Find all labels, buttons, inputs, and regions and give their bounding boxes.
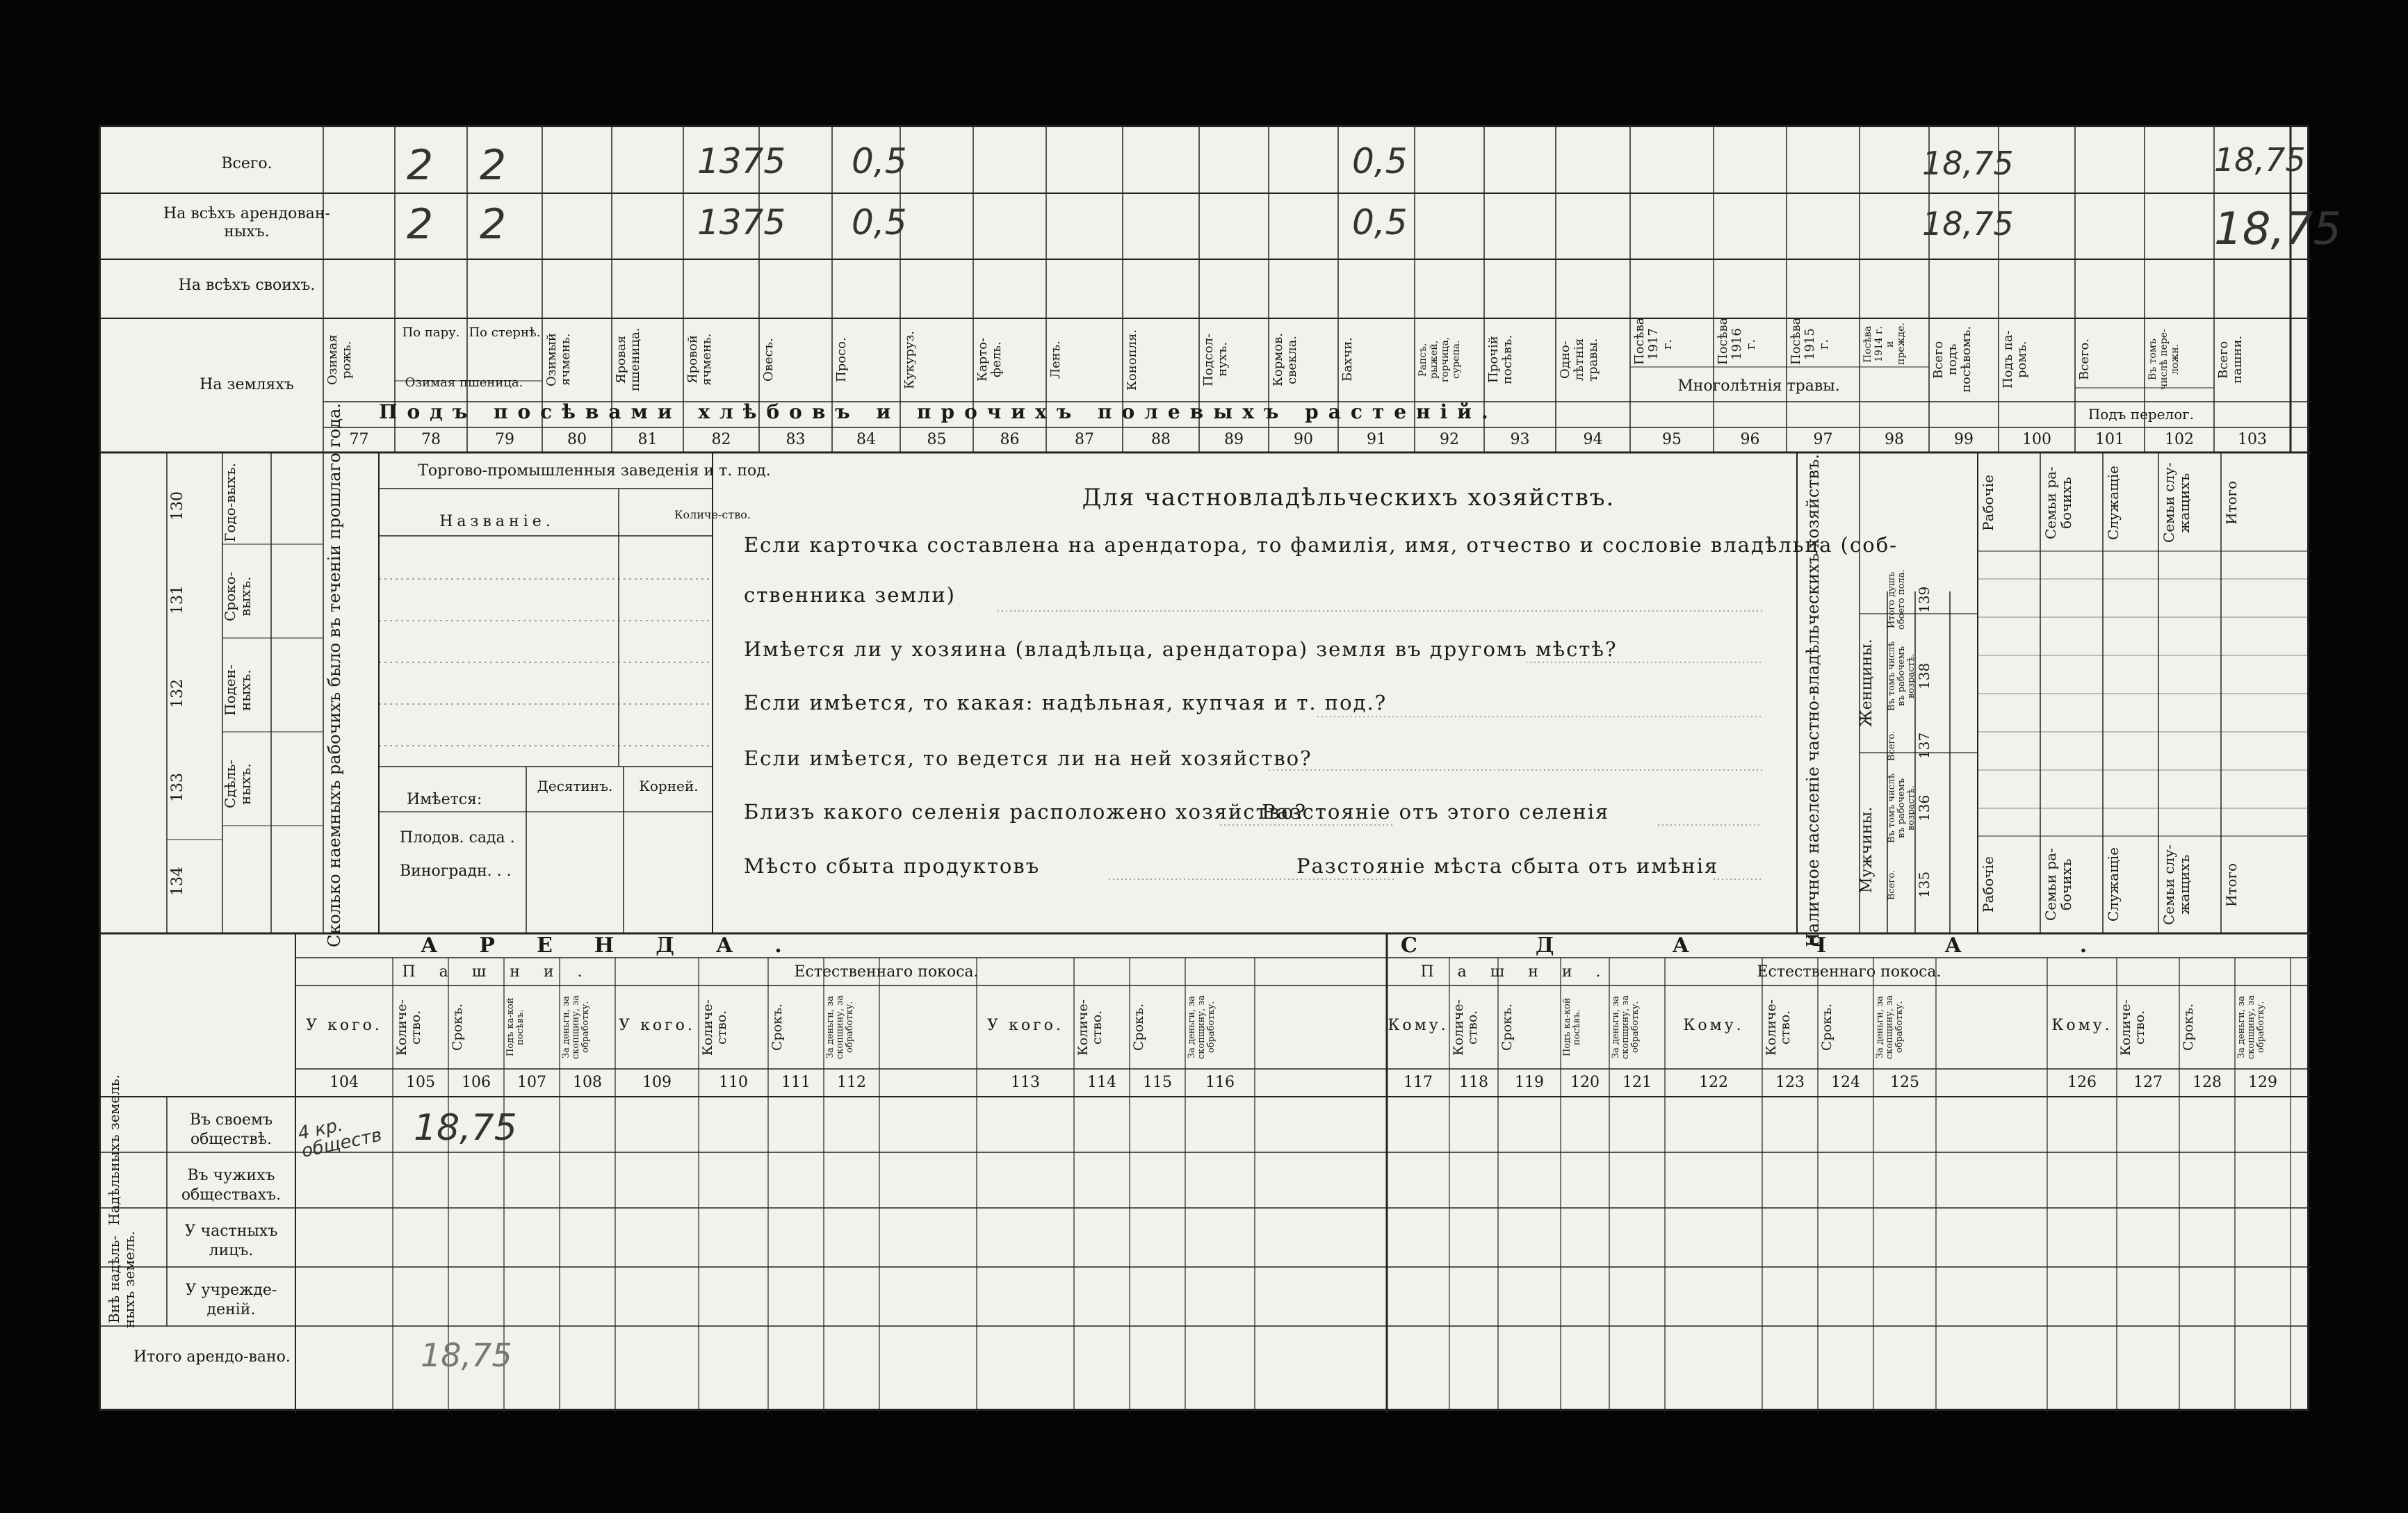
top-col-header-98: Посѣва 1914 г. и прежде. <box>1862 322 1907 365</box>
question-1b: ственника земли) <box>744 583 956 607</box>
population-label: Наличное населеніе частно-владѣльческихъ хозяйствъ. <box>1803 454 1823 947</box>
bottom-col-number: 111 <box>781 1074 811 1091</box>
bottom-col-number: 118 <box>1459 1074 1488 1091</box>
hw-itogo-value: 18,75 <box>421 1336 512 1374</box>
bottom-col-number: 125 <box>1890 1074 1919 1091</box>
top-col-header-87: Ленъ. <box>1048 341 1063 379</box>
bottom-col-number: 114 <box>1087 1074 1116 1091</box>
bottom-col-header-124: Срокъ. <box>1819 1003 1835 1052</box>
hw-vsego-99: 18,75 <box>1922 145 2014 182</box>
top-col-number: 79 <box>495 431 514 448</box>
top-col-number: 78 <box>421 431 441 448</box>
top-col-number: 103 <box>2238 431 2267 448</box>
top-col-number: 95 <box>1662 431 1682 448</box>
pop-col-number: 136 <box>1916 794 1933 822</box>
bottom-col-header-121: За деньги, за скопщину, за обработку. <box>1611 995 1641 1060</box>
bottom-col-header-104: У кого. <box>306 1017 382 1034</box>
hired-col-4: Сдѣль-ныхъ. <box>222 759 254 809</box>
question-5b: Разстояніе отъ этого селенія <box>1262 800 1610 824</box>
bottom-col-header-127: Количе-ство. <box>2118 999 2147 1056</box>
hw-note: 4 кр. обществ <box>295 1114 384 1162</box>
pop-col-label: Всего. <box>1887 730 1897 761</box>
bottom-col-header-113: У кого. <box>987 1017 1064 1034</box>
top-col-header-95: Посѣва 1917 г. <box>1632 317 1675 365</box>
top-col-header-80: Озимый ячмень. <box>544 333 573 386</box>
hw-vsego-77: 2 <box>407 141 434 190</box>
bottom-col-header-108: За деньги, за скопщину, за обработку. <box>561 995 591 1060</box>
korney-header: Корней. <box>639 778 699 794</box>
right-col-bottom: Семьи слу-жащихъ <box>2161 844 2193 925</box>
bottom-col-number: 113 <box>1011 1074 1040 1091</box>
top-col-number: 81 <box>637 431 658 448</box>
top-col-header-78: По пару. <box>402 325 460 340</box>
question-2: Имѣется ли у хозяина (владѣльца, арендатора) земля въ другомъ мѣстѣ? <box>744 637 1618 661</box>
bottom-col-number: 110 <box>719 1074 748 1091</box>
trade-name-header: Названіе. <box>439 513 555 530</box>
bottom-col-number: 119 <box>1515 1074 1544 1091</box>
top-col-header-91: Бахчи. <box>1340 337 1355 382</box>
bottom-col-header-120: Подъ ка-кой посѣвъ. <box>1562 997 1582 1057</box>
top-col-number: 97 <box>1813 431 1833 448</box>
hw-vsego-91: 0,5 <box>1352 141 1408 181</box>
right-col-bottom: Служащіе <box>2105 847 2122 922</box>
top-col-number: 102 <box>2165 431 2194 448</box>
top-col-number: 92 <box>1440 431 1459 448</box>
bottom-col-number: 120 <box>1570 1074 1600 1091</box>
right-col-bottom: Семьи ра-бочихъ <box>2042 848 2074 922</box>
question-6a: Мѣсто сбыта продуктовъ <box>744 854 1041 878</box>
bottom-col-number: 124 <box>1831 1074 1860 1091</box>
group-winter-wheat: Озимая пшеница. <box>405 375 523 390</box>
top-col-header-92: Рапсъ, рыжей, горчица, сурепа. <box>1417 336 1462 383</box>
top-col-number: 85 <box>927 431 947 448</box>
hired-num: 133 <box>169 773 186 802</box>
group-perennial-grass: Многолѣтнія травы. <box>1677 377 1840 395</box>
arenda-title <box>421 933 1394 958</box>
pop-col-number: 139 <box>1916 586 1933 614</box>
question-5a: Близъ какого селенія расположено хозяйство? <box>744 800 1308 824</box>
top-col-header-103: Всего пашни. <box>2216 335 2245 384</box>
hired-workers-label: Сколько наемныхъ рабочихъ было въ теченіи прошлаго года. <box>325 403 344 947</box>
hired-col-3: Поден-ныхъ. <box>222 664 254 716</box>
bottom-col-number: 129 <box>2248 1074 2277 1091</box>
top-col-header-85: Кукуруз. <box>902 330 917 389</box>
bottom-col-header-112: За деньги, за скопщину, за обработку. <box>825 995 855 1060</box>
top-col-header-96: Посѣва 1916 г. <box>1716 317 1758 365</box>
top-col-header-84: Просо. <box>834 337 849 382</box>
bottom-col-header-118: Количе-ство. <box>1451 999 1480 1056</box>
row-uchrezh: У учрежде-деній. <box>185 1282 277 1318</box>
row-chastnyh: У частныхъ лицъ. <box>184 1222 278 1259</box>
pop-col-label: Въ томъ числѣ въ рабочемъ возрастѣ. <box>1887 641 1917 712</box>
bottom-col-header-106: Срокъ. <box>450 1003 465 1052</box>
top-col-header-99: Всего подъ посѣвомъ. <box>1931 326 1974 393</box>
top-col-header-90: Кормов. свекла. <box>1271 333 1299 386</box>
top-col-number: 77 <box>349 431 369 448</box>
bottom-col-header-123: Количе-ство. <box>1764 999 1793 1056</box>
arenda-pashni: Пашни. <box>402 963 606 981</box>
row-svoem: Въ своемъ обществѣ. <box>189 1111 273 1148</box>
right-col-top: Семьи слу-жащихъ <box>2161 462 2193 543</box>
top-col-number: 83 <box>786 431 806 448</box>
question-6b: Разстояніе мѣста сбыта отъ имѣнія <box>1296 854 1719 878</box>
top-col-header-94: Одно-лѣтнія травы. <box>1558 338 1600 382</box>
bottom-col-number: 106 <box>462 1074 491 1091</box>
hw-vsego-84: 0,5 <box>852 141 907 181</box>
hw-arend-78: 2 <box>480 200 507 249</box>
top-col-number: 94 <box>1583 431 1603 448</box>
pop-col-label: Всего. <box>1887 869 1897 900</box>
bottom-col-number: 116 <box>1205 1074 1235 1091</box>
right-col-top: Рабочіе <box>1980 475 1996 531</box>
group-vne-nadel: Внѣ надѣль-ныхъ земель. <box>106 1231 138 1328</box>
orchard-label: Плодов. сада . <box>400 829 515 847</box>
has-label: Имѣется: <box>407 791 482 808</box>
hw-vsego-78: 2 <box>480 141 507 190</box>
desyat-header: Десятинъ. <box>537 778 613 794</box>
row-label-svoih: На всѣхъ своихъ. <box>178 277 316 294</box>
bottom-col-number: 108 <box>573 1074 602 1091</box>
top-col-header-100: Подъ па-ромъ. <box>2001 330 2029 389</box>
question-3: Если имѣется, то какая: надѣльная, купчая и т. под.? <box>744 691 1388 714</box>
top-col-number: 82 <box>711 431 731 448</box>
pop-col-number: 138 <box>1916 662 1933 690</box>
top-col-number: 86 <box>1000 431 1020 448</box>
top-col-header-97: Посѣва 1915 г. <box>1789 317 1831 365</box>
hw-arend-77: 2 <box>407 200 434 249</box>
hw-arend-99: 18,75 <box>1922 205 2014 243</box>
arenda-word: АРЕНДА. <box>421 933 824 958</box>
pop-col-label: Въ томъ числѣ въ рабочемъ возрастѣ. <box>1887 773 1917 844</box>
hw-bottom-value: 18,75 <box>414 1107 517 1149</box>
bottom-col-header-128: Срокъ. <box>2181 1003 2196 1052</box>
women-label: Женщины. <box>1858 639 1876 728</box>
top-col-header-89: Подсол-нухъ. <box>1201 333 1230 386</box>
right-col-top: Итого <box>2223 480 2240 525</box>
hw-arend-103: 18,75 <box>2214 204 2342 255</box>
arenda-pokos: Естественнаго покоса. <box>794 963 979 981</box>
bottom-col-header-116: За деньги, за скопщину, за обработку. <box>1187 995 1217 1060</box>
hw-vsego-103: 18,75 <box>2214 141 2306 179</box>
bottom-col-header-114: Количе-ство. <box>1075 999 1105 1056</box>
bottom-col-number: 123 <box>1775 1074 1805 1091</box>
hired-col-2: Сроко-выхъ. <box>222 571 254 621</box>
top-col-number: 100 <box>2022 431 2051 448</box>
top-col-number: 99 <box>1954 431 1974 448</box>
bottom-col-header-122: Кому. <box>1683 1017 1744 1034</box>
bottom-col-header-110: Количе-ство. <box>700 999 729 1056</box>
row-label-vsego: Всего. <box>221 155 272 172</box>
census-card <box>99 125 2342 1411</box>
group-nadel: Надѣльныхъ земель. <box>106 1074 122 1225</box>
top-col-header-86: Карто-фель. <box>975 337 1004 382</box>
bottom-col-number: 128 <box>2193 1074 2222 1091</box>
bottom-col-header-107: Подъ ка-кой посѣвъ. <box>505 997 526 1057</box>
top-col-number: 93 <box>1510 431 1530 448</box>
top-col-number: 96 <box>1740 431 1760 448</box>
hw-arend-82: 1375 <box>697 202 786 243</box>
top-col-header-81: Яровая пшеница. <box>614 327 642 392</box>
form-grid-lines <box>101 127 2311 1413</box>
trade-qty-header: Количе-ство. <box>674 508 751 521</box>
pop-col-number: 135 <box>1916 871 1933 899</box>
sdacha-pokos: Естественнаго покоса. <box>1757 963 1942 981</box>
top-col-header-77: Озимая рожь. <box>325 334 354 385</box>
hired-num: 130 <box>169 491 186 521</box>
men-label: Мужчины. <box>1858 806 1876 894</box>
trade-title: Торгово-промышленныя заведенія и т. под. <box>418 462 771 480</box>
pop-col-label: Итого душъ обоего пола. <box>1887 569 1907 630</box>
bottom-col-number: 117 <box>1404 1074 1433 1091</box>
bottom-col-number: 112 <box>837 1074 866 1091</box>
hired-col-1: Годо-выхъ. <box>222 463 238 542</box>
sdacha-word: СДАЧА. <box>1401 933 2206 958</box>
right-col-top: Семьи ра-бочихъ <box>2042 466 2074 539</box>
top-col-number: 101 <box>2095 431 2124 448</box>
bottom-col-number: 105 <box>406 1074 435 1091</box>
top-col-number: 98 <box>1885 431 1904 448</box>
bottom-col-header-115: Срокъ. <box>1131 1003 1146 1052</box>
top-col-header-88: Конопля. <box>1125 329 1139 391</box>
sdacha-title <box>1401 933 2304 958</box>
top-col-header-83: Овесъ. <box>761 338 776 382</box>
row-label-arend: На всѣхъ арендован- ныхъ. <box>163 205 330 240</box>
bottom-col-header-125: За деньги, за скопщину, за обработку. <box>1875 995 1905 1060</box>
hw-arend-84: 0,5 <box>852 202 907 243</box>
top-col-number: 91 <box>1367 431 1386 448</box>
bottom-col-header-117: Кому. <box>1388 1017 1449 1034</box>
hired-num: 134 <box>169 867 186 896</box>
row-itogo: Итого арендо-вано. <box>133 1348 291 1366</box>
hired-num: 132 <box>169 679 186 708</box>
bottom-col-number: 109 <box>642 1074 672 1091</box>
question-1a: Если карточка составлена на арендатора, то фамилія, имя, отчество и сословіе владѣльца (соб- <box>744 533 1898 557</box>
hw-vsego-82: 1375 <box>697 141 786 181</box>
top-col-number: 84 <box>856 431 876 448</box>
top-col-number: 87 <box>1075 431 1094 448</box>
bottom-col-number: 104 <box>330 1074 359 1091</box>
pop-col-number: 137 <box>1916 732 1933 760</box>
bottom-col-header-129: За деньги, за скопщину, за обработку. <box>2236 995 2266 1060</box>
bottom-col-header-109: У кого. <box>619 1017 695 1034</box>
top-col-number: 80 <box>567 431 587 448</box>
row-chuzhih: Въ чужихъ обществахъ. <box>181 1167 282 1204</box>
vineyard-label: Виноградн. . . <box>400 862 512 880</box>
group-perelog: Подъ перелог. <box>2088 406 2195 423</box>
bottom-col-header-119: Срокъ. <box>1499 1003 1515 1052</box>
top-col-number: 90 <box>1294 431 1313 448</box>
bottom-col-number: 122 <box>1699 1074 1728 1091</box>
banner-sown: Подъ посѣвами хлѣбовъ и прочихъ полевыхъ растеній. <box>379 400 1498 423</box>
right-col-top: Служащіе <box>2105 466 2122 540</box>
top-col-header-102: Въ томъ числѣ пере-ложн. <box>2147 329 2181 391</box>
right-col-bottom: Рабочіе <box>1980 856 1996 913</box>
top-col-header-101: Всего. <box>2077 338 2092 381</box>
top-col-header-82: Яровой ячмень. <box>685 333 714 386</box>
hired-num: 131 <box>169 585 186 614</box>
bottom-col-number: 115 <box>1143 1074 1172 1091</box>
bottom-col-header-126: Кому. <box>2051 1017 2113 1034</box>
bottom-col-number: 126 <box>2067 1074 2097 1091</box>
private-title: Для частновладѣльческихъ хозяйствъ. <box>1082 484 1616 512</box>
top-col-number: 88 <box>1151 431 1171 448</box>
bottom-col-number: 127 <box>2133 1074 2163 1091</box>
hw-arend-91: 0,5 <box>1352 202 1408 243</box>
bottom-col-header-105: Количе-ство. <box>394 999 423 1056</box>
bottom-col-number: 107 <box>517 1074 546 1091</box>
sdacha-pashni: Пашни. <box>1420 963 1625 981</box>
question-4: Если имѣется, то ведется ли на ней хозяйство? <box>744 746 1312 770</box>
top-col-header-93: Прочій посѣвъ. <box>1486 334 1515 385</box>
top-col-number: 89 <box>1224 431 1244 448</box>
bottom-col-header-111: Срокъ. <box>770 1003 785 1052</box>
right-col-bottom: Итого <box>2223 862 2240 907</box>
top-col-header-79: По стернѣ. <box>469 325 541 340</box>
row-label-zemlyah: На земляхъ <box>200 376 294 393</box>
bottom-col-number: 121 <box>1622 1074 1652 1091</box>
